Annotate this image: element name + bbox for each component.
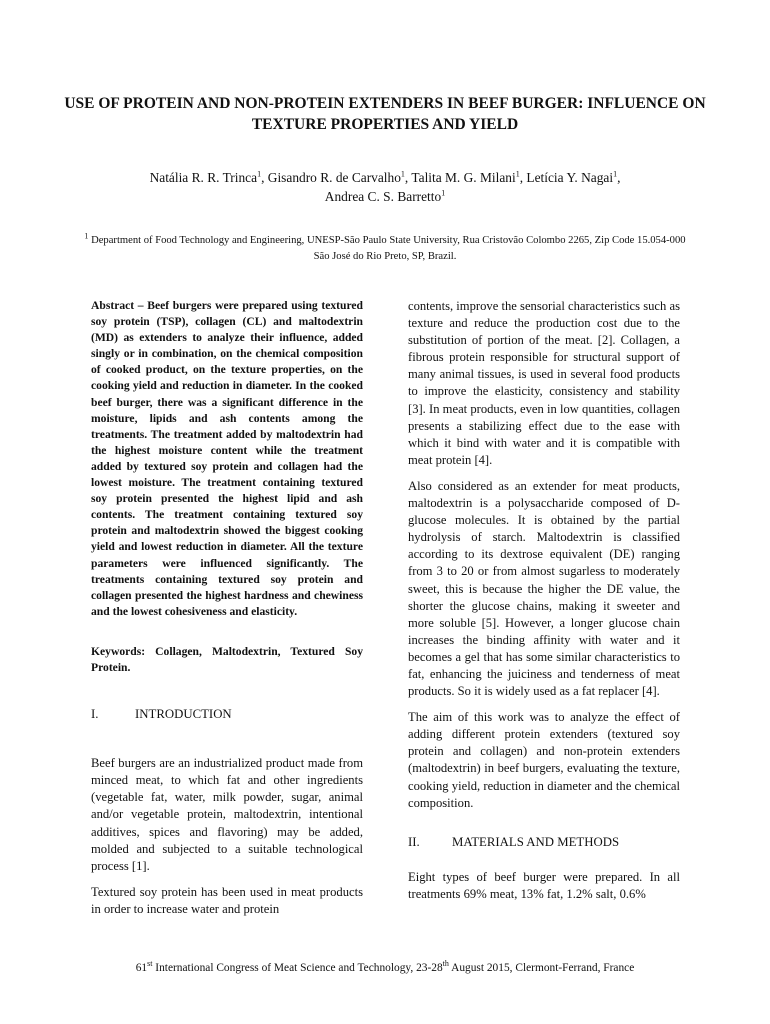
paragraph: contents, improve the sensorial characteristics such as texture and reduce the production cost due to the substitution of portion of the meat. [2]. Collagen, a fibrous protein responsible for structural support of many animal tissues, is used in several food products to improve the elasticity, consistency and stability [3]. In meat products, even in low quantities, collagen presents a stabilizing effect due to the ease with which it bind with water and it is compatible with meat protein [4]. (408, 299, 680, 467)
author: Letícia Y. Nagai$^1$, (526, 169, 621, 185)
page-footer: 61st International Congress of Meat Science and Technology, 23-28th August 2015, Clermont-Ferrand, France (135, 959, 635, 974)
paragraph: Eight types of beef burger were prepared. In all treatments 69% meat, 13% fat, 1.2% salt, 0.6% (408, 869, 680, 901)
author: Talita M. G. Milani$^1$, (411, 169, 527, 185)
paragraph: Beef burgers are an industrialized product made from minced meat, to which fat and other ingredients (vegetable fat, water, milk powder, sugar, animal and/or vegetable protein, maltodextrin, intentional additives, spices and flavoring) may be added, molded and subjected to a suitable technological process [1]. (91, 756, 363, 873)
affiliation-text: Department of Food Technology and Engineering, UNESP-São Paulo State University, Rua Cristovão Colombo 2265, Zip Code 15.054-000 São José do Rio Preto, SP, Brazil. (88, 235, 686, 262)
section-heading-introduction (91, 706, 363, 723)
author: Andrea C. S. Barretto$^1$ (324, 188, 446, 204)
paragraph: The aim of this work was to analyze the effect of adding different protein extenders (textured soy protein and collagen) and non-protein extenders (maltodextrin) in beef burgers, evaluating the texture, cooking yield, reduction in diameter and the chemical composition. (408, 710, 680, 810)
author: Natália R. R. Trinca$^1$, (149, 169, 268, 185)
author-list (70, 168, 700, 206)
affiliation-marker: 1 (84, 231, 89, 241)
author: Gisandro R. de Carvalho$^1$, (267, 169, 412, 185)
section-title: INTRODUCTION (135, 707, 232, 722)
paragraph: Textured soy protein has been used in meat products in order to increase water and protein (91, 884, 363, 916)
paragraph: Also considered as an extender for meat products, maltodextrin is a polysaccharide composed of D-glucose molecules. It is obtained by the partial hydrolysis of starch. Maltodextrin is classified according to its dextrose equivalent (DE) ranging from 3 to 20 or from almost sugarless to moderately sweet, this is because the higher the DE value, the shorter the glucose chains, making it sweeter and more soluble [5]. However, a longer glucose chain increases the binding affinity with water and it becomes a gel that has some similar characteristics to fat, enhancing the juiciness and tenderness of meat products. So it is widely used as a fat replacer [4]. (408, 478, 680, 699)
affiliation (78, 233, 692, 265)
paper-title: USE OF PROTEIN AND NON-PROTEIN EXTENDERS IN BEEF BURGER: INFLUENCE ON TEXTURE PROPERTIES AND YIELD (64, 95, 706, 133)
section-heading-materials-methods (408, 834, 680, 851)
section-title: MATERIALS AND METHODS (452, 834, 620, 849)
right-column (408, 298, 680, 912)
left-column (91, 298, 363, 927)
abstract: Abstract – Beef burgers were prepared using textured soy protein (TSP), collagen (CL) and maltodextrin (MD) as extenders to analyze their influence, added singly or in combination, on the chemical composition of cooked product, on the texture properties, on the cooking yield and reduction in diameter. In the cooked beef burger, there was a significant difference in the moisture, lipids and ash contents among the treatments. The treatment added by maltodextrin had the highest moisture content while the treatment added by textured soy protein and collagen had the lowest moisture. The treatment containing textured soy protein presented the highest lipid and ash contents. The treatment containing textured soy protein and maltodextrin showed the biggest cooking yield and lowest reduction in diameter. All the texture parameters were influenced significantly. The treatments containing textured soy protein and collagen presented the highest hardness and chewiness and the lowest cohesiveness and elasticity. (91, 299, 363, 618)
keywords: Keywords: Collagen, Maltodextrin, Textured Soy Protein. (91, 644, 363, 674)
section-number: II. (408, 834, 420, 849)
section-number: I. (91, 707, 99, 722)
